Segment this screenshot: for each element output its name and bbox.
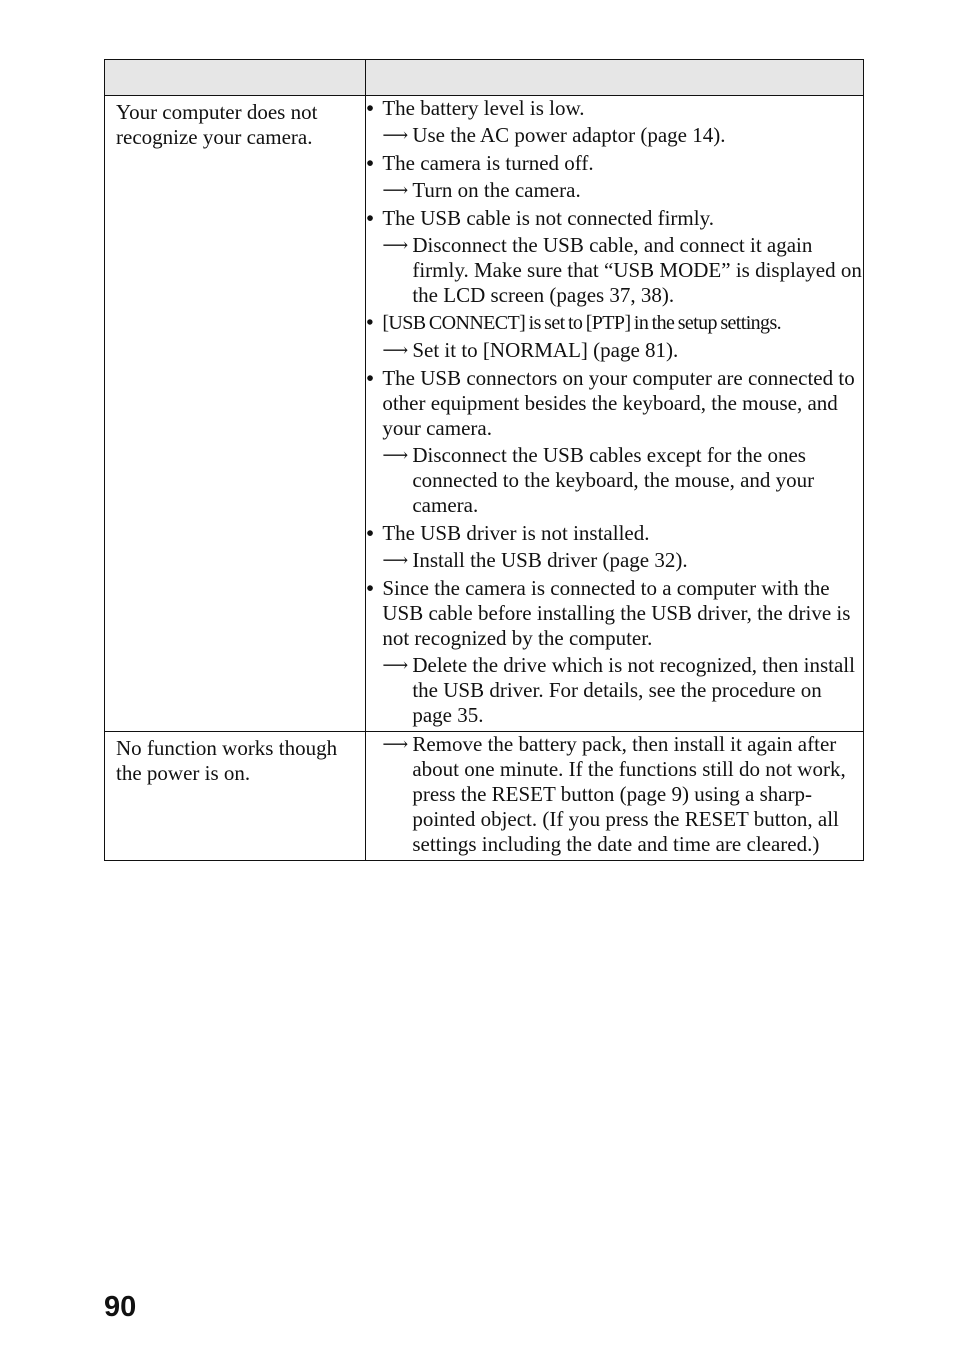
arrow-icon: ⟶ — [382, 235, 409, 255]
symptom-text: Your computer does not recognize your camera. — [116, 100, 318, 149]
bullet-icon: • — [366, 366, 374, 390]
header-cause-solution — [366, 60, 864, 96]
arrow-icon: ⟶ — [382, 125, 409, 145]
symptom-cell — [105, 732, 366, 861]
cause-text: Since the camera is connected to a computer with the USB cable before installing the USB driver, the drive is not recognized by the computer. — [382, 576, 851, 650]
symptom-text: No function works though the power is on. — [116, 736, 338, 785]
arrow-icon: ⟶ — [382, 655, 409, 675]
arrow-icon: ⟶ — [382, 180, 409, 200]
remedy-text: Remove the battery pack, then install it again after about one minute. If the functions still do not work, press the RESET button (page 9) using a sharp-pointed object. (If you press the RESET button, all settings including the date and time are cleared.) — [412, 732, 846, 856]
arrow-icon: ⟶ — [382, 445, 409, 465]
table-row — [105, 96, 864, 732]
cause-text: The USB cable is not connected firmly. — [382, 206, 714, 230]
cause-item — [366, 732, 863, 857]
cause-text: [USB CONNECT] is set to [PTP] in the setup settings. — [382, 312, 782, 334]
cause-item — [366, 366, 863, 518]
bullet-icon: • — [366, 151, 374, 175]
arrow-icon: ⟶ — [382, 340, 409, 360]
cause-text: The battery level is low. — [382, 96, 585, 120]
remedy-text: Delete the drive which is not recognized, then install the USB driver. For details, see the procedure on page 35. — [412, 653, 855, 727]
table-header-row — [105, 60, 864, 96]
cause-item — [366, 151, 863, 203]
remedy-text: Disconnect the USB cables except for the ones connected to the keyboard, the mouse, and your camera. — [412, 443, 815, 517]
arrow-icon: ⟶ — [382, 550, 409, 570]
remedy-text: Turn on the camera. — [412, 178, 581, 202]
cause-item — [366, 576, 863, 728]
cause-text: The USB driver is not installed. — [382, 521, 650, 545]
symptom-cell — [105, 96, 366, 732]
remedy-text: Use the AC power adaptor (page 14). — [412, 123, 726, 147]
remedy-text: Disconnect the USB cable, and connect it again firmly. Make sure that “USB MODE” is displayed on the LCD screen (pages 37, 38). — [412, 233, 862, 307]
cause-cell — [366, 732, 864, 861]
cause-item — [366, 96, 863, 148]
remedy-text: Set it to [NORMAL] (page 81). — [412, 338, 679, 362]
bullet-icon: • — [366, 312, 373, 334]
header-symptom — [105, 60, 366, 96]
bullet-icon: • — [366, 206, 374, 230]
cause-item — [366, 206, 863, 308]
bullet-icon: • — [366, 521, 374, 545]
bullet-icon: • — [366, 96, 374, 120]
bullet-icon: • — [366, 576, 374, 600]
cause-item — [366, 311, 863, 363]
arrow-icon: ⟶ — [382, 734, 409, 754]
cause-item — [366, 521, 863, 573]
troubleshooting-table — [104, 59, 864, 861]
cause-cell — [366, 96, 864, 732]
table-row — [105, 732, 864, 861]
cause-text: The camera is turned off. — [382, 151, 594, 175]
remedy-text: Install the USB driver (page 32). — [412, 548, 688, 572]
cause-text: The USB connectors on your computer are connected to other equipment besides the keyboard, the mouse, and your camera. — [382, 366, 855, 440]
page-number: 90 — [104, 1291, 137, 1323]
